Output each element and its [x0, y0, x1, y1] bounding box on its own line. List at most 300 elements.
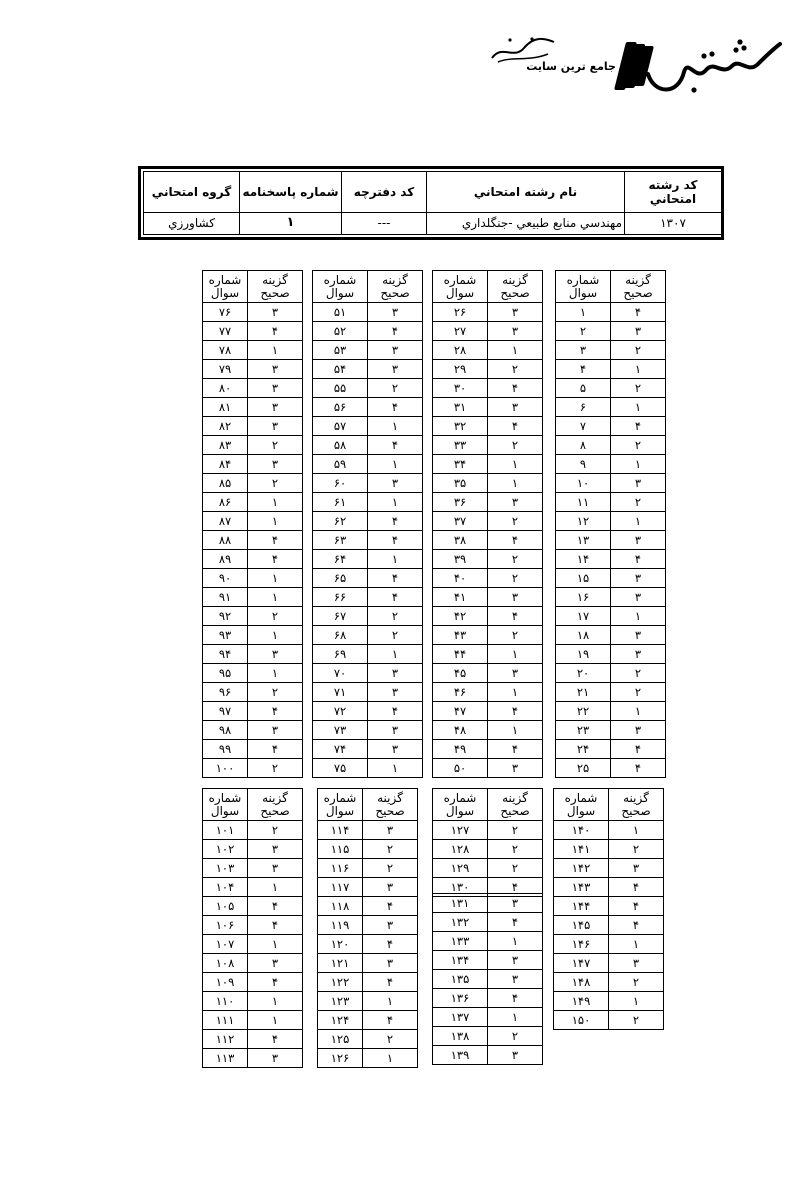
- question-number-cell: ۶: [556, 398, 611, 417]
- table-row: [318, 935, 418, 954]
- question-number-cell: ۱۱۲: [203, 1030, 248, 1049]
- answer-cell: ۴: [248, 897, 303, 916]
- table-row: [433, 493, 543, 512]
- question-number-cell: ۵: [556, 379, 611, 398]
- question-number-cell: ۱۱۵: [318, 840, 363, 859]
- question-number-cell: ۱۱۷: [318, 878, 363, 897]
- question-number-cell: ۶۳: [313, 531, 368, 550]
- answer-cell: ۴: [368, 588, 423, 607]
- table-row: [433, 840, 543, 859]
- answer-cell: ۱: [488, 645, 543, 664]
- answer-table: [202, 270, 303, 778]
- table-row: [203, 588, 303, 607]
- table-row: [433, 360, 543, 379]
- table-row: [203, 992, 303, 1011]
- table-row: [556, 436, 666, 455]
- question-number-cell: ۱۲۶: [318, 1049, 363, 1068]
- table-row: [313, 607, 423, 626]
- answer-cell: ۲: [488, 550, 543, 569]
- answer-cell: ۲: [368, 607, 423, 626]
- answer-cell: ۴: [609, 897, 664, 916]
- table-row: [203, 303, 303, 322]
- question-number-cell: ۶۲: [313, 512, 368, 531]
- answer-cell: ۱: [611, 360, 666, 379]
- table-row: [203, 821, 303, 840]
- answer-cell: ۱: [248, 512, 303, 531]
- answer-cell: ۱: [488, 455, 543, 474]
- question-header: شماره سوال: [554, 789, 609, 821]
- question-number-cell: ۱۰۱: [203, 821, 248, 840]
- question-header: شماره سوال: [318, 789, 363, 821]
- answer-cell: ۱: [248, 493, 303, 512]
- question-number-cell: ۱۰۰: [203, 759, 248, 778]
- question-number-cell: ۶۰: [313, 474, 368, 493]
- answer-header: گزينه صحيح: [488, 271, 543, 303]
- table-row: [556, 417, 666, 436]
- table-row: [556, 740, 666, 759]
- question-number-cell: ۱۲۴: [318, 1011, 363, 1030]
- table-row: [318, 992, 418, 1011]
- answer-cell: ۳: [248, 417, 303, 436]
- exam-group-header: گروه امتحاني: [144, 172, 240, 213]
- answer-cell: ۲: [248, 607, 303, 626]
- table-row: [318, 840, 418, 859]
- question-number-cell: ۱۵: [556, 569, 611, 588]
- answer-cell: ۱: [363, 1049, 418, 1068]
- table-row: [433, 436, 543, 455]
- table-row: [203, 702, 303, 721]
- question-number-cell: ۷۲: [313, 702, 368, 721]
- question-number-cell: ۱۴۵: [554, 916, 609, 935]
- answer-cell: ۴: [488, 878, 543, 897]
- table-row: [318, 897, 418, 916]
- answer-cell: ۱: [488, 341, 543, 360]
- table-row: [318, 916, 418, 935]
- answer-cell: ۳: [368, 683, 423, 702]
- answer-cell: ۲: [609, 973, 664, 992]
- question-number-cell: ۴: [556, 360, 611, 379]
- table-row: [203, 398, 303, 417]
- question-number-cell: ۱۴۴: [554, 897, 609, 916]
- answer-cell: ۳: [248, 303, 303, 322]
- answer-cell: ۱: [248, 664, 303, 683]
- answer-table: [432, 788, 543, 897]
- question-number-cell: ۵۱: [313, 303, 368, 322]
- answer-cell: ۴: [248, 740, 303, 759]
- table-row: [433, 303, 543, 322]
- question-number-cell: ۸۱: [203, 398, 248, 417]
- table-row: [313, 360, 423, 379]
- question-number-cell: ۷۱: [313, 683, 368, 702]
- table-row: [318, 859, 418, 878]
- question-number-cell: ۱۰۹: [203, 973, 248, 992]
- table-row: [203, 626, 303, 645]
- table-row: [433, 1046, 543, 1065]
- logo-tagline: جامع ترین سایت: [526, 60, 616, 73]
- answer-cell: ۱: [363, 992, 418, 1011]
- table-row: [556, 322, 666, 341]
- question-number-cell: ۱۳۲: [433, 913, 488, 932]
- answer-cell: ۳: [611, 322, 666, 341]
- table-row: [556, 759, 666, 778]
- table-row: [433, 322, 543, 341]
- question-number-cell: ۸۹: [203, 550, 248, 569]
- question-number-cell: ۴۸: [433, 721, 488, 740]
- table-row: [433, 740, 543, 759]
- question-number-cell: ۵۶: [313, 398, 368, 417]
- answer-cell: ۴: [488, 417, 543, 436]
- answer-cell: ۳: [248, 455, 303, 474]
- question-number-cell: ۴۵: [433, 664, 488, 683]
- question-number-cell: ۱۴۳: [554, 878, 609, 897]
- table-row: [203, 721, 303, 740]
- question-number-cell: ۶۸: [313, 626, 368, 645]
- question-number-cell: ۴۴: [433, 645, 488, 664]
- table-row: [313, 645, 423, 664]
- question-number-cell: ۵۷: [313, 417, 368, 436]
- answer-cell: ۳: [611, 474, 666, 493]
- answer-table: [553, 788, 664, 1030]
- answer-cell: ۴: [248, 1030, 303, 1049]
- answer-table: [317, 788, 418, 1068]
- answer-cell: ۲: [248, 436, 303, 455]
- table-row: [554, 840, 664, 859]
- question-number-cell: ۳: [556, 341, 611, 360]
- answer-cell: ۳: [363, 954, 418, 973]
- answer-cell: ۳: [363, 821, 418, 840]
- answer-cell: ۴: [611, 417, 666, 436]
- answer-cell: ۲: [488, 821, 543, 840]
- question-number-cell: ۷۴: [313, 740, 368, 759]
- question-number-cell: ۱۱۸: [318, 897, 363, 916]
- question-number-cell: ۱۳۱: [433, 894, 488, 913]
- answer-cell: ۲: [611, 341, 666, 360]
- answer-cell: ۴: [368, 512, 423, 531]
- answer-cell: ۲: [488, 1027, 543, 1046]
- question-number-cell: ۸۴: [203, 455, 248, 474]
- question-number-cell: ۱۲۲: [318, 973, 363, 992]
- table-row: [433, 664, 543, 683]
- question-number-cell: ۱۶: [556, 588, 611, 607]
- question-number-cell: ۳۱: [433, 398, 488, 417]
- table-row: [433, 859, 543, 878]
- answer-cell: ۳: [363, 916, 418, 935]
- table-row: [313, 664, 423, 683]
- answer-cell: ۱: [248, 569, 303, 588]
- question-number-cell: ۳۷: [433, 512, 488, 531]
- answer-cell: ۱: [611, 702, 666, 721]
- answer-cell: ۳: [609, 954, 664, 973]
- table-row: [433, 607, 543, 626]
- answer-cell: ۳: [488, 1046, 543, 1065]
- question-number-cell: ۱۱۰: [203, 992, 248, 1011]
- table-row: [556, 664, 666, 683]
- answer-cell: ۱: [611, 607, 666, 626]
- table-row: [203, 474, 303, 493]
- question-number-cell: ۱۴۶: [554, 935, 609, 954]
- answer-table: [555, 270, 666, 778]
- answer-cell: ۴: [488, 989, 543, 1008]
- answer-cell: ۴: [488, 379, 543, 398]
- table-row: [433, 379, 543, 398]
- table-row: [203, 512, 303, 531]
- question-number-cell: ۷۹: [203, 360, 248, 379]
- answer-cell: ۱: [248, 992, 303, 1011]
- major-name-value: مهندسي منابع طبيعي -جنگلداري: [427, 212, 625, 234]
- question-number-cell: ۳۳: [433, 436, 488, 455]
- answer-cell: ۲: [488, 436, 543, 455]
- table-row: [556, 550, 666, 569]
- table-row: [203, 379, 303, 398]
- answer-cell: ۱: [368, 645, 423, 664]
- table-row: [203, 740, 303, 759]
- question-number-cell: ۱۷: [556, 607, 611, 626]
- table-row: [554, 935, 664, 954]
- answer-cell: ۳: [488, 588, 543, 607]
- answer-cell: ۲: [488, 626, 543, 645]
- table-row: [318, 1049, 418, 1068]
- answer-cell: ۳: [248, 840, 303, 859]
- question-number-cell: ۱۰۲: [203, 840, 248, 859]
- table-row: [433, 588, 543, 607]
- table-row: [433, 1027, 543, 1046]
- answer-cell: ۴: [488, 913, 543, 932]
- answer-cell: ۴: [248, 916, 303, 935]
- question-number-cell: ۲۱: [556, 683, 611, 702]
- answer-cell: ۲: [611, 436, 666, 455]
- table-row: [554, 821, 664, 840]
- question-number-cell: ۶۴: [313, 550, 368, 569]
- table-row: [554, 878, 664, 897]
- answer-cell: ۲: [363, 840, 418, 859]
- table-row: [313, 683, 423, 702]
- question-number-cell: ۱۲۱: [318, 954, 363, 973]
- answer-header: گزينه صحيح: [248, 271, 303, 303]
- table-row: [556, 645, 666, 664]
- question-number-cell: ۱۰۸: [203, 954, 248, 973]
- question-number-cell: ۸۳: [203, 436, 248, 455]
- table-row: [318, 1030, 418, 1049]
- answer-cell: ۲: [488, 859, 543, 878]
- question-number-cell: ۷۸: [203, 341, 248, 360]
- answer-cell: ۱: [248, 878, 303, 897]
- question-number-cell: ۱۳۷: [433, 1008, 488, 1027]
- answer-cell: ۳: [363, 878, 418, 897]
- question-number-cell: ۴۹: [433, 740, 488, 759]
- question-number-cell: ۳۸: [433, 531, 488, 550]
- question-number-cell: ۹۳: [203, 626, 248, 645]
- question-number-cell: ۲۸: [433, 341, 488, 360]
- question-number-cell: ۱۰۷: [203, 935, 248, 954]
- question-number-cell: ۱۴۲: [554, 859, 609, 878]
- table-row: [554, 973, 664, 992]
- question-number-cell: ۱۱۶: [318, 859, 363, 878]
- table-row: [318, 954, 418, 973]
- table-row: [433, 970, 543, 989]
- logo-wordmark-icon: [644, 30, 784, 102]
- table-row: [203, 455, 303, 474]
- table-row: [556, 607, 666, 626]
- answer-cell: ۲: [609, 1011, 664, 1030]
- major-code-value: ۱۳۰۷: [625, 212, 722, 234]
- question-header: شماره سوال: [433, 271, 488, 303]
- answer-cell: ۱: [368, 417, 423, 436]
- question-number-cell: ۲۴: [556, 740, 611, 759]
- exam-group-value: كشاورزي: [144, 212, 240, 234]
- table-row: [313, 493, 423, 512]
- question-number-cell: ۱۰۶: [203, 916, 248, 935]
- question-number-cell: ۸۵: [203, 474, 248, 493]
- table-row: [203, 645, 303, 664]
- answer-cell: ۳: [248, 379, 303, 398]
- question-number-cell: ۷۰: [313, 664, 368, 683]
- question-number-cell: ۱۲: [556, 512, 611, 531]
- table-row: [554, 897, 664, 916]
- answer-cell: ۳: [488, 759, 543, 778]
- answer-cell: ۳: [611, 626, 666, 645]
- question-number-cell: ۷۳: [313, 721, 368, 740]
- table-row: [313, 626, 423, 645]
- answer-cell: ۴: [368, 569, 423, 588]
- question-number-cell: ۱۱۱: [203, 1011, 248, 1030]
- answer-cell: ۳: [248, 1049, 303, 1068]
- table-row: [556, 341, 666, 360]
- answer-cell: ۳: [368, 474, 423, 493]
- answer-cell: ۲: [368, 379, 423, 398]
- answer-cell: ۴: [368, 436, 423, 455]
- answer-cell: ۳: [368, 740, 423, 759]
- question-number-cell: ۵۹: [313, 455, 368, 474]
- answer-cell: ۱: [248, 626, 303, 645]
- table-row: [433, 512, 543, 531]
- answer-cell: ۴: [611, 550, 666, 569]
- major-name-header: نام رشته امتحاني: [427, 172, 625, 213]
- answer-cell: ۱: [248, 341, 303, 360]
- table-row: [556, 569, 666, 588]
- table-row: [313, 436, 423, 455]
- table-row: [313, 569, 423, 588]
- answer-cell: ۱: [609, 935, 664, 954]
- question-number-cell: ۹۸: [203, 721, 248, 740]
- question-number-cell: ۴۲: [433, 607, 488, 626]
- answer-cell: ۴: [488, 702, 543, 721]
- table-row: [556, 379, 666, 398]
- question-number-cell: ۲۵: [556, 759, 611, 778]
- question-number-cell: ۵۸: [313, 436, 368, 455]
- question-number-cell: ۱۰۵: [203, 897, 248, 916]
- question-number-cell: ۶۷: [313, 607, 368, 626]
- table-row: [203, 607, 303, 626]
- answer-table: [432, 893, 543, 1065]
- answer-cell: ۴: [368, 322, 423, 341]
- answer-cell: ۴: [611, 740, 666, 759]
- answer-cell: ۲: [611, 493, 666, 512]
- question-number-cell: ۹۷: [203, 702, 248, 721]
- question-number-cell: ۷۶: [203, 303, 248, 322]
- sheet-number-value: ۱: [240, 212, 342, 234]
- table-row: [313, 721, 423, 740]
- question-number-cell: ۱۳: [556, 531, 611, 550]
- question-number-cell: ۸: [556, 436, 611, 455]
- answer-cell: ۳: [488, 894, 543, 913]
- table-row: [556, 626, 666, 645]
- question-number-cell: ۸۰: [203, 379, 248, 398]
- table-row: [433, 894, 543, 913]
- answer-cell: ۴: [248, 550, 303, 569]
- table-row: [313, 740, 423, 759]
- question-number-cell: ۱۸: [556, 626, 611, 645]
- answer-cell: ۳: [488, 970, 543, 989]
- answer-cell: ۴: [368, 531, 423, 550]
- answer-table: [312, 270, 423, 778]
- question-number-cell: ۲۶: [433, 303, 488, 322]
- table-row: [203, 916, 303, 935]
- table-row: [318, 973, 418, 992]
- answer-cell: ۲: [488, 360, 543, 379]
- answer-cell: ۴: [363, 1011, 418, 1030]
- table-row: [313, 702, 423, 721]
- booklet-code-value: ---: [342, 212, 427, 234]
- answer-cell: ۳: [611, 645, 666, 664]
- table-row: [554, 1011, 664, 1030]
- table-row: [433, 759, 543, 778]
- question-number-cell: ۹: [556, 455, 611, 474]
- answer-cell: ۱: [248, 1011, 303, 1030]
- table-row: [556, 702, 666, 721]
- question-number-cell: ۶۵: [313, 569, 368, 588]
- table-row: [433, 721, 543, 740]
- answer-cell: ۱: [488, 721, 543, 740]
- table-row: [554, 954, 664, 973]
- question-number-cell: ۵۵: [313, 379, 368, 398]
- question-number-cell: ۳۲: [433, 417, 488, 436]
- answer-cell: ۴: [488, 740, 543, 759]
- question-number-cell: ۹۰: [203, 569, 248, 588]
- table-row: [556, 512, 666, 531]
- table-row: [556, 721, 666, 740]
- answer-cell: ۳: [248, 360, 303, 379]
- answer-cell: ۳: [488, 951, 543, 970]
- exam-info-table: [143, 171, 722, 235]
- question-number-cell: ۱۹: [556, 645, 611, 664]
- question-number-cell: ۷: [556, 417, 611, 436]
- table-row: [433, 569, 543, 588]
- table-row: [313, 455, 423, 474]
- answer-cell: ۴: [248, 322, 303, 341]
- question-number-cell: ۲۹: [433, 360, 488, 379]
- table-row: [313, 398, 423, 417]
- answer-header: گزينه صحيح: [611, 271, 666, 303]
- question-number-cell: ۹۱: [203, 588, 248, 607]
- answer-cell: ۳: [368, 360, 423, 379]
- question-number-cell: ۴۷: [433, 702, 488, 721]
- answer-cell: ۴: [611, 303, 666, 322]
- answer-cell: ۲: [363, 1030, 418, 1049]
- question-number-cell: ۲۷: [433, 322, 488, 341]
- question-number-cell: ۳۶: [433, 493, 488, 512]
- table-row: [313, 512, 423, 531]
- answer-cell: ۲: [248, 683, 303, 702]
- answer-header: گزينه صحيح: [248, 789, 303, 821]
- question-number-cell: ۱۰: [556, 474, 611, 493]
- answer-cell: ۴: [488, 607, 543, 626]
- question-number-cell: ۱۴۰: [554, 821, 609, 840]
- table-row: [203, 436, 303, 455]
- answer-cell: ۲: [368, 626, 423, 645]
- booklet-code-header: كد دفترچه: [342, 172, 427, 213]
- answer-header: گزينه صحيح: [368, 271, 423, 303]
- table-row: [554, 992, 664, 1011]
